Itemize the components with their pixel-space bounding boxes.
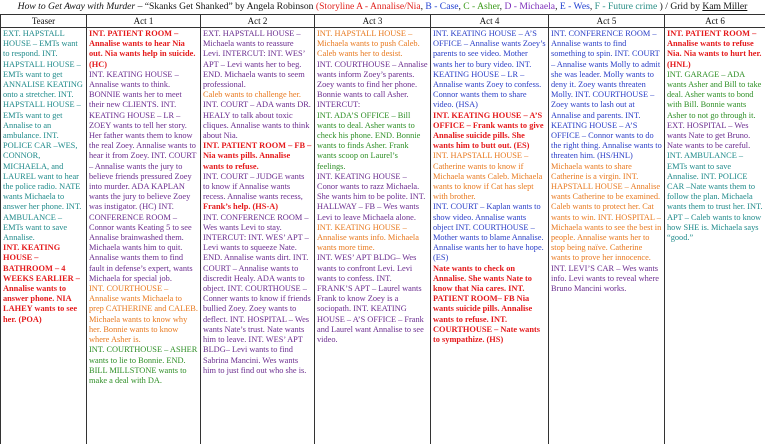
scene-beat: INT. CONFERENCE ROOM – Annalise wants to find something to spin. INT. COURT – Annalise wants Molly to admit she was leader. Molly wants to deny it. Zoey wants threaten Molly. INT. COURTHOUSE – Zoey wants to lash out at Annalise and parents. INT. KEATING HOUSE – A’S OFFICE – Connor wants to do the right thing. Annalise wants to threaten him. (HS/HNL) bbox=[551, 29, 662, 161]
scene-beat: INT. ADA’S OFFICE – Bill wants to deal. Asher wants to check his phone. END. Bonnie wants to finds Asher. Frank wants scoop on Laurel’s feelings. bbox=[317, 110, 421, 171]
scene-beat: INT. KEATING HOUSE – Conor wants to razz Michaela. She wants him to be polite. INT. HALLWAY – FB – Wes wants Levi to leave Michaela alone. bbox=[317, 171, 426, 222]
author-credit: by Angela Robinson bbox=[235, 1, 314, 12]
column-header-act-3: Act 3 bbox=[315, 15, 431, 28]
scene-beat: INT. PATIENT ROOM – Annalise wants to refuse Nia. Nia wants to hurt her. (HNL) bbox=[667, 29, 762, 69]
column-header-teaser: Teaser bbox=[1, 15, 87, 28]
grid-body-row bbox=[1, 28, 765, 444]
legend-close: ) / Grid by bbox=[659, 1, 700, 12]
scene-beat: EXT. HAPSTALL HOUSE – EMTs want to respond. INT. HAPSTALL HOUSE – EMTs want to get ANNALISE KEATING onto a stretcher. INT. HAPSTALL HOUSE – EMTs want to get Annalise to an ambulance. INT. POLICE CAR –WES, CONNOR, MICHAELA, and LAUREL want to hear the police radio. NATE wants Michaela to answer her phone. INT. AMBULANCE – EMTs want to save Annalise. bbox=[3, 29, 83, 243]
column-act-2 bbox=[201, 28, 315, 444]
scene-beat: INT. GARAGE – ADA wants Asher and Bill to take deal. Asher wants to bond with Bill. Bonnie wants Asher to not go through it. bbox=[667, 69, 762, 120]
legend-storyline-f: F - Future crime bbox=[594, 1, 658, 12]
legend-storyline-d: D - Michaela bbox=[504, 1, 556, 12]
legend-storyline-a: Storyline A - Annalise/Nia bbox=[319, 1, 421, 12]
scene-beat: INT. COURT – ADA wants DR. HEALY to talk about toxic cliques. Annalise wants to think about Nia. bbox=[203, 100, 311, 141]
column-act-5 bbox=[549, 28, 665, 444]
scene-beat: INT. COURT – Kaplan wants to show video. Annalise wants object INT. COURTHOUSE – Mother wants to blame Annalise. Annalise wants her to have hope. (ES) bbox=[433, 202, 544, 263]
scene-beat: INT. HAPSTALL HOUSE – Michaela wants to push Caleb. Caleb wants her to desist. bbox=[317, 29, 420, 59]
beat-grid bbox=[0, 14, 765, 444]
legend-storyline-e: E - Wes bbox=[559, 1, 590, 12]
scene-beat: INT. LEVI’S CAR – Wes wants info. Levi wants to reveal where Bruno Mancini works. bbox=[551, 263, 659, 294]
scene-beat: EXT. HOSPITAL – Wes wants Nate to get Bruno. Nate wants to be careful. bbox=[667, 120, 751, 151]
scene-beat: INT. KEATING HOUSE – A’S OFFICE – Frank wants to give Annalise suicide pills. She wants him to butt out. (ES) bbox=[433, 110, 544, 151]
column-header-act-1: Act 1 bbox=[87, 15, 201, 28]
legend-open: ( bbox=[315, 1, 320, 12]
column-act-1 bbox=[87, 28, 201, 444]
scene-beat: Caleb wants to challenge her. bbox=[203, 90, 302, 100]
scene-beat: INT. HAPSTALL HOUSE – Catherine wants to know if Michaela wants Caleb. Michaela wants to know if Cat has slept with brother. bbox=[433, 151, 543, 202]
grid-header-row bbox=[1, 15, 765, 28]
scene-beat: INT. COURTHOUSE – Annalise wants Michaela to prep CATHERINE and CALEB. Michaela wants to know why her. Bonnie wants to know where Asher is. bbox=[89, 284, 198, 345]
scene-beat: INT. KEATING HOUSE – Annalise wants info. Michaela wants more time. bbox=[317, 222, 419, 253]
scene-beat: INT. KEATING HOUSE – BATHROOM – 4 WEEKS EARLIER – Annalise wants to answer phone. NIA LAHEY wants to see her. (POA) bbox=[3, 243, 80, 324]
scene-beat: INT. COURTHOUSE – ASHER wants to lie to Bonnie. END. BILL MILLSTONE wants to make a deal with DA. bbox=[89, 345, 198, 385]
legend-storyline-c: C - Asher bbox=[463, 1, 500, 12]
scene-beat: Frank’s help. (HS-A) bbox=[203, 202, 279, 212]
scene-beat: INT. PATIENT ROOM – FB – Nia wants pills. Annalise wants to refuse. bbox=[203, 141, 312, 171]
episode-title: – “Skanks Get Shanked” bbox=[137, 1, 233, 12]
column-header-act-6: Act 6 bbox=[665, 15, 765, 28]
show-title: How to Get Away with Murder bbox=[17, 1, 136, 12]
grid-author-link[interactable]: Kam Miller bbox=[702, 1, 748, 12]
column-header-act-4: Act 4 bbox=[431, 15, 549, 28]
column-act-3 bbox=[315, 28, 431, 444]
scene-beat: Nate wants to check on Annalise. She wants Nate to know that Nia cares. INT. PATIENT ROOM– FB Nia wants suicide pills. Annalise wants to refuse. INT. COURTHOUSE – Nate wants to sympathize. (HS) bbox=[433, 263, 541, 345]
column-header-act-2: Act 2 bbox=[201, 15, 315, 28]
scene-beat: INT. KEATING HOUSE – Annalise wants to think. BONNIE wants her to meet their new CLIENTS. INT. KEATING HOUSE – LR – ZOEY wants to tell her story. Her father wants them to know the real Zoey. Annalise wants to hear it from Zoey. INT. COURT – Annalise wants the jury to believe friends pressured Zoey into murder. ADA KAPLAN wants the jury to believe Zoey was instigator. (HC) INT. CONFERENCE ROOM – Connor wants Keating 5 to see Annalise brainwashed them. Michaela wants him to quit. Annalise wants them to find fault in defense’s expert, wants Michaela for special job. bbox=[89, 69, 197, 283]
scene-beat: Michaela wants to share Catherine is a virgin. INT. HAPSTALL HOUSE – Annalise wants Catherine to be examined. Caleb wants to protect her. Cat wants to win. INT. HOSPITAL – Michaela wants to see the best in people. Annalise wants her to stop being naïve. Catherine wants to prove her innocence. bbox=[551, 161, 662, 263]
column-teaser bbox=[1, 28, 87, 444]
column-header-act-5: Act 5 bbox=[549, 15, 665, 28]
column-act-6 bbox=[665, 28, 765, 444]
scene-beat: INT. COURT – JUDGE wants to know if Annalise wants recess. Annalise wants recess, bbox=[203, 171, 305, 202]
scene-beat: INT. AMBULANCE – EMTs want to save Annalise. INT. POLICE CAR –Nate wants them to follow the plan. Michaela wants them to trust her. INT. APT – Caleb wants to know how SHE is. Michaela says “good.” bbox=[667, 151, 763, 243]
scene-beat: INT. PATIENT ROOM – Annalise wants to hear Nia out. Nia wants help in suicide. (HC) bbox=[89, 29, 196, 69]
scene-beat: INT. CONFERENCE ROOM – Wes wants Levi to stay. INTERCUT: INT. WES’ APT – Levi wants to squeeze Nate. END. Annalise wants dirt. INT. COURT – Annalise wants to discredit Healy. ADA wants to object. INT. COURTHOUSE – Conner wants to know if friends bullied Zoey. Zoey wants to deflect. INT. HOSPITAL – Wes wants Nate’s trust. Nate wants him to leave. INT. WES’ APT BLDG– Levi wants to find Sabrina Mancini. Wes wants him to just find out who she is. bbox=[203, 212, 311, 375]
scene-beat: EXT. HAPSTALL HOUSE – Michaela wants to reassure Levi. INTERCUT: INT. WES’ APT – Levi wants her to beg. END. Michaela wants to seem professional. bbox=[203, 29, 305, 90]
document-header: How to Get Away with Murder – “Skanks Get Shanked” by Angela Robinson (Storyline A - Annalise/Nia, B - Case, C - Asher, D - Michaela, E - Wes, F - Future crime ) / Grid by Kam Miller bbox=[17, 1, 748, 12]
scene-beat: INT. KEATING HOUSE – A’S OFFICE – Annalise wants Zoey’s parents to see video. Mother wants her to bury video. INT. KEATING HOUSE – LR – Annalise wants Zoey to confess. Connor wants them to share video. (HSA) bbox=[433, 29, 546, 110]
scene-beat: INT. WES’ APT BLDG– Wes wants to confront Levi. Levi wants to confess. INT. FRANK’S APT – Laurel wants Frank to know Zoey is a sociopath. INT. KEATING HOUSE – A’S OFFICE – Frank and Laurel want Annalise to see video. bbox=[317, 253, 424, 345]
legend-storyline-b: B - Case bbox=[425, 1, 459, 12]
scene-beat: INT. COURTHOUSE – Annalise wants inform Zoey’s parents. Zoey wants to find her phone. Bonnie wants to call Asher. INTERCUT: bbox=[317, 59, 428, 110]
column-act-4 bbox=[431, 28, 549, 444]
